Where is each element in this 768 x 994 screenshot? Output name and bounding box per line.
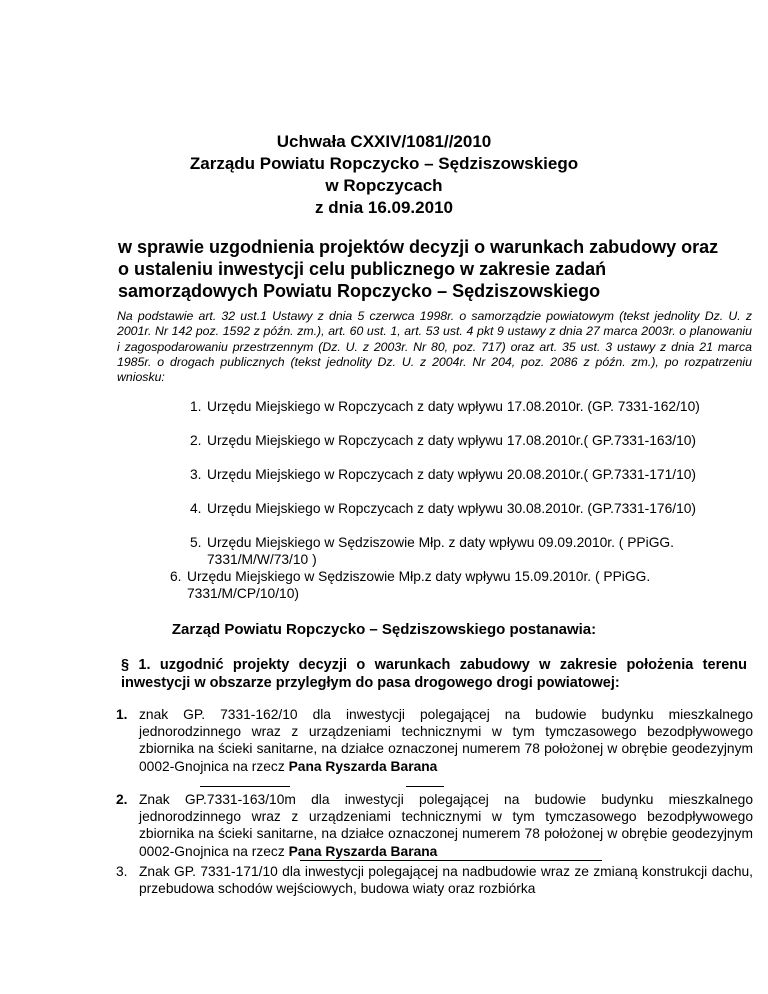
application-item: 5. Urzędu Miejskiego w Sędziszowie Młp. z daty wpływu 09.09.2010r. ( PPiGG. 7331/M/W/73/10 ) — [190, 535, 674, 567]
decision-item: 1. znak GP. 7331-162/10 dla inwestycji polegającej na budowie budynku mieszkalnego jednorodzinnego wraz z urządzeniami technicznymi w tym tymczasowego bezodpływowego zbiornika na ścieki sanitarne, na działce oznaczonej numerem 78 położonej w obrębie geodezyjnym 0002-Gnojnica na rzecz Pana Ryszarda Barana — [116, 707, 753, 774]
board-decides: Zarząd Powiatu Ropczycko – Sędziszowskiego postanawia: — [171, 621, 597, 638]
resolution-date: z dnia 16.09.2010 — [315, 198, 453, 217]
application-item: 6. Urzędu Miejskiego w Sędziszowie Młp.z daty wpływu 15.09.2010r. ( PPiGG. 7331/M/CP/10/10) — [170, 569, 651, 601]
resolution-number: Uchwała CXXIV/1081//2010 — [276, 132, 492, 151]
separator-line — [406, 786, 444, 787]
resolution-subject: w sprawie uzgodnienia projektów decyzji o warunkach zabudowy oraz o ustaleniu inwestycji celu publicznego w zakresie zadań samorządowych Powiatu Ropczycko – Sędziszowskiego — [118, 237, 719, 301]
decision-item: 3. Znak GP. 7331-171/10 dla inwestycji polegającej na nadbudowie wraz ze zmianą konstrukcji dachu, przebudowa schodów wejściowych, budowa wiaty oraz rozbiórka — [116, 864, 753, 897]
application-item: 1. Urzędu Miejskiego w Ropczycach z daty wpływu 17.08.2010r. (GP. 7331-162/10) — [190, 399, 700, 414]
application-item: 3. Urzędu Miejskiego w Ropczycach z daty wpływu 20.08.2010r.( GP.7331-171/10) — [190, 467, 697, 482]
board-seat: w Ropczycach — [325, 176, 443, 195]
legal-basis: Na podstawie art. 32 ust.1 Ustawy z dnia 5 czerwca 1998r. o samorządzie powiatowym (tekst jednolity Dz. U. z 2001r. Nr 142 poz. 1592 z późn. zm.), art. 60 ust. 1, art. 53 ust. 4 pkt 9 ustawy z dnia 27 marca 2003r. o planowaniu i zagospodarowaniu przestrzennym (Dz. U. z 2003r. Nr 80, poz. 717) oraz art. 35 ust. 3 ustawy z dnia 21 marca 1985r. o drogach publicznych (tekst jednolity Dz. U. z 2004r. Nr 204, poz. 2086 z późn. zm.), po rozpatrzeniu wniosku: — [117, 309, 752, 385]
paragraph-1: § 1. uzgodnić projekty decyzji o warunkach zabudowy w zakresie położenia terenu inwestycji w obszarze przyległym do pasa drogowego drogi powiatowej: — [121, 657, 747, 691]
application-item: 4. Urzędu Miejskiego w Ropczycach z daty wpływu 30.08.2010r. (GP.7331-176/10) — [190, 501, 697, 516]
decision-item: 2. Znak GP.7331-163/10m dla inwestycji polegającej na budowie budynku mieszkalnego jednorodzinnego wraz z urządzeniami technicznymi w tym tymczasowego bezodpływowego zbiornika na ścieki sanitarne, na działce oznaczonej numerem 78 położonej w obrębie geodezyjnym 0002-Gnojnica na rzecz Pana Ryszarda Barana — [116, 792, 753, 859]
application-item: 2. Urzędu Miejskiego w Ropczycach z daty wpływu 17.08.2010r.( GP.7331-163/10) — [190, 433, 697, 448]
separator-line — [300, 860, 602, 861]
board-name: Zarządu Powiatu Ropczycko – Sędziszowskiego — [189, 154, 579, 173]
separator-line — [200, 786, 290, 787]
